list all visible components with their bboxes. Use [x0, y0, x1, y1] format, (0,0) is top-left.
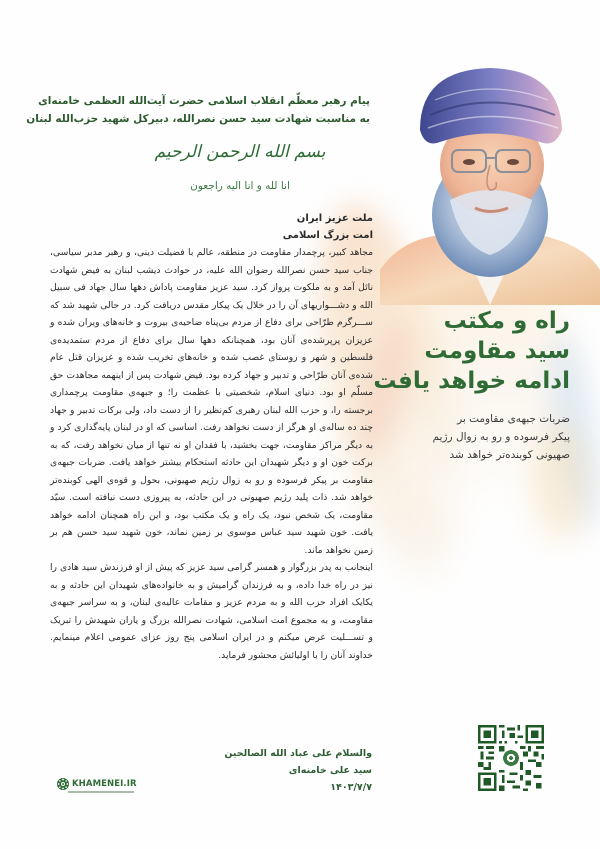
- logo-emblem-icon: [56, 777, 70, 791]
- letter-header: [26, 92, 370, 128]
- subheadline: [370, 410, 570, 464]
- headline-line-2: سید مقاومت: [424, 338, 570, 364]
- portrait-illustration: [380, 30, 600, 305]
- letter-body: [50, 210, 373, 664]
- subhead-line-3: صهیونی کوبنده‌تر خواهد شد: [449, 449, 570, 461]
- paragraph-2: اینجانب به پدر بزرگوار و همسر گرامی سید عزیز که پیش از او فرزندش سید هادی را نیز در راه خدا داده، و به فرزندان گرامیش و به خانواده‌های شهیدان این حادثه و به یکایک افراد حزب الله و به مردم عزیز و مقامات عالیه‌ی لبنان، و به سراسر جبهه‌ی مقاومت، و به مجموع امت اسلامی، شهادت نصرالله بزرگ و یاران شهیدش را تبریک و تســـلیت عرض میکنم و در ایران اسلامی پنج روز عزای عمومی اعلام مینمایم. خداوند آنان را با اولیائش محشور فرماید.: [50, 562, 373, 661]
- signature-block: [224, 745, 372, 796]
- inna-lillah: انا لله و انا الیه راجعون: [190, 180, 290, 192]
- header-line-2: به مناسبت شهادت سید حسن نصرالله، دبیرکل شهید حزب‌الله لبنان: [26, 113, 370, 125]
- letter-date: ۱۴۰۳/۷/۷: [330, 782, 372, 793]
- closing-greeting: والسلام علی عباد الله الصالحین: [224, 748, 372, 759]
- logo-tagline: [68, 791, 134, 793]
- bismillah-calligraphy: بسم الله الرحمن الرحیم: [154, 142, 326, 162]
- subhead-line-1: ضربات جبهه‌ی مقاومت بر: [457, 413, 570, 425]
- subhead-line-2: پیکر فرسوده و رو به زوال رژیم: [432, 431, 570, 443]
- headline-line-3: ادامه خواهد یافت: [373, 368, 570, 394]
- signatory-name: سید علی خامنه‌ای: [288, 765, 372, 776]
- logo-text: KHAMENEI.IR: [72, 779, 137, 789]
- header-line-1: پیام رهبر معظّم انقلاب اسلامی حضرت آیت‌الله العظمی خامنه‌ای: [38, 95, 370, 107]
- headline: [370, 306, 570, 396]
- paragraph-1: مجاهد کبیر، پرچمدار مقاومت در منطقه، عالم با فضیلت دینی، و رهبر مدبر سیاسی، جناب سید حسن نصرالله رضوان الله علیه، در حوادث دیشب لبنان به فیض شهادت نائل آمد و به ملکوت پرواز کرد. سید عزیز مقاومت پاداش دهها سال جهاد فی سبیل الله و دشـــواریهای آن را در خلال یک پیکار مقدس دریافت کرد. در حالی شهید شد که ســـرگرم طرّاحی برای دفاع از مردم بی‌پناه ضاحیه‌ی بیروت و خانه‌های ویران شده و عزیزان پرپرشده‌ی آنان بود، همچنانکه دهها سال برای دفاع از مردم ستمدیده‌ی فلسطین و شهر و روستای غصب شده و خانه‌های تخریب شده و عزیزان قتل عام شده‌ی آنان طرّاحی و تدبیر و جهاد کرده بود. فیض شهادت پس از اینهمه مجاهدت حق مسلّم او بود. دنیای اسلام، شخصیتی با عظمت را؛ و جبهه‌ی مقاومت پرچمداری برجسته را، و حزب الله لبنان رهبری کم‌نظیر را از دست داد، ولی برکات تدبیر و جهاد چند ده ساله‌ی او هرگز از دست نخواهد رفت. اساسی که او در لبنان پایه‌گذاری کرد و به دیگر مراکز مقاومت، جهت بخشید، با فقدان او نه تنها از میان نخواهد رفت، که به برکت خون او و دیگر شهیدان این حادثه استحکام بیشتر خواهد یافت. ضربات جبهه‌ی مقاومت بر پیکر فرسوده و رو به زوال رژیم صهیونی، بحول و قوه‌ی الهی کوبنده‌تر خواهد شد. ذات پلید رژیم صهیونی در این حادثه، به پیروزی دست نیافته است. سیّد مقاومت، یک شخص نبود، یک راه و یک مکتب بود، و این راه همچنان ادامه خواهد یافت. خون شهید سید عباس موسوی بر زمین نماند، خون شهید سید حسن هم بر زمین نخواهد ماند.: [50, 247, 373, 556]
- salutation-nation: ملت عزیز ایران: [296, 213, 373, 224]
- headline-line-1: راه و مکتب: [443, 308, 570, 334]
- salutation-ummah: امت بزرگ اسلامی: [282, 230, 373, 241]
- qr-code[interactable]: [477, 725, 545, 791]
